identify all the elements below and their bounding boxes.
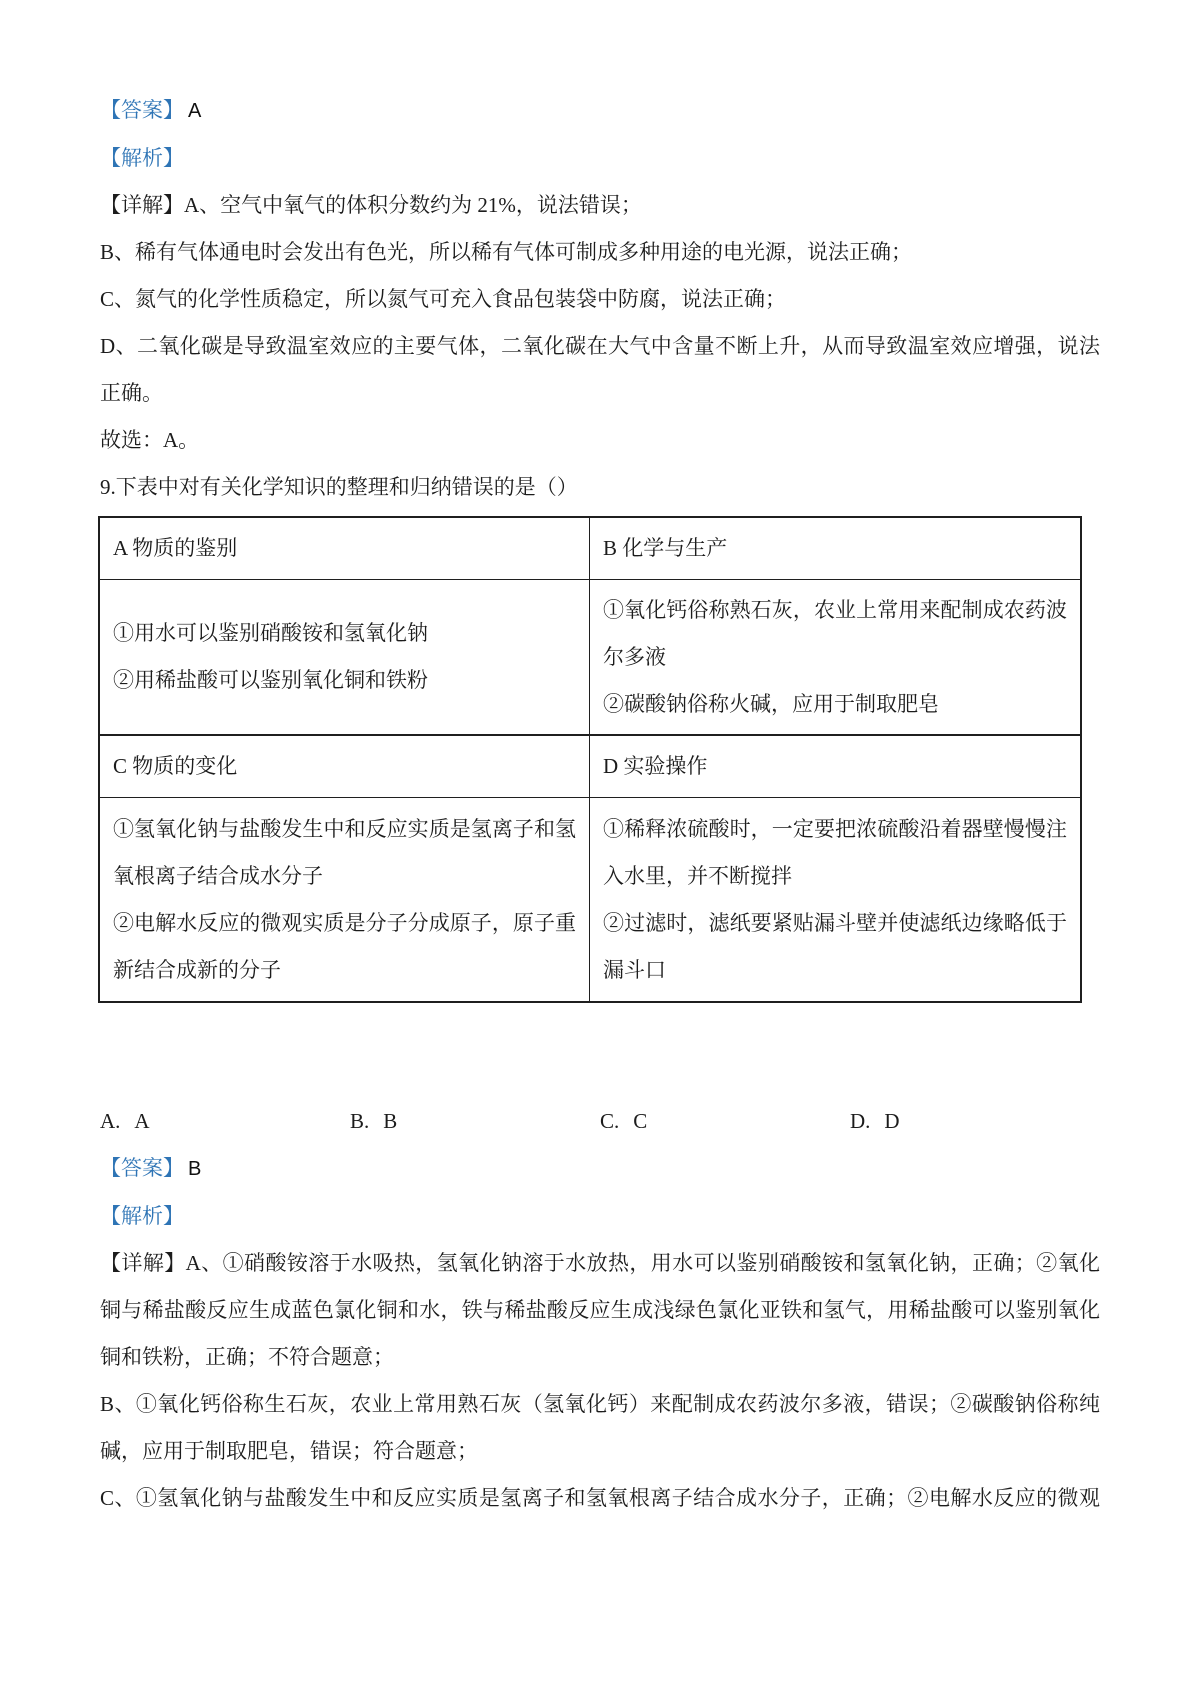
q9-options-row — [100, 1098, 1100, 1145]
q8-answer-label: 【答案】 — [100, 98, 184, 122]
table-item: ②用稀盐酸可以鉴别氧化铜和铁粉 — [113, 668, 428, 692]
q9-answer-line — [100, 1145, 1100, 1193]
table-body-b — [590, 580, 1080, 736]
table-body-c — [100, 798, 590, 1001]
q9-knowledge-table — [98, 516, 1082, 1003]
q9-answer-label: 【答案】 — [100, 1156, 184, 1180]
q9-analysis-line — [100, 1193, 1100, 1240]
q8-analysis-line — [100, 135, 1100, 182]
table-item: ②过滤时，滤纸要紧贴漏斗壁并使滤纸边缘略低于漏斗口 — [603, 910, 1067, 982]
q8-answer-line — [100, 87, 1100, 135]
option-c — [600, 1098, 850, 1145]
q9-answer-value: B — [188, 1158, 202, 1180]
table-item: ①稀释浓硫酸时，一定要把浓硫酸沿着器壁慢慢注入水里，并不断搅拌 — [603, 816, 1067, 888]
option-b — [350, 1098, 600, 1145]
q9-detail-paragraph-truncated: C、①氢氧化钠与盐酸发生中和反应实质是氢离子和氢氧根离子结合成水分子，正确；②电解水反应的微观 — [100, 1486, 1100, 1510]
option-a — [100, 1098, 350, 1145]
table-header-b: B 化学与生产 — [590, 518, 1080, 580]
option-d-value: D — [884, 1109, 900, 1133]
q8-detail-paragraph: 【详解】A、空气中氧气的体积分数约为 21%，说法错误； — [100, 193, 642, 217]
table-item: ①氢氧化钠与盐酸发生中和反应实质是氢离子和氢氧根离子结合成水分子 — [113, 816, 576, 888]
option-a-label: A. — [100, 1109, 121, 1133]
q8-analysis-label: 【解析】 — [100, 146, 184, 170]
option-b-label: B. — [350, 1109, 370, 1133]
table-header-c: C 物质的变化 — [100, 736, 590, 798]
option-b-value: B — [383, 1109, 398, 1133]
q9-detail-paragraph: B、①氧化钙俗称生石灰，农业上常用熟石灰（氢氧化钙）来配制成农药波尔多液，错误；②碳酸钠俗称纯碱，应用于制取肥皂，错误；符合题意； — [100, 1392, 1100, 1463]
q9-stem: 9.下表中对有关化学知识的整理和归纳错误的是（） — [100, 475, 578, 499]
option-d — [850, 1098, 1100, 1145]
q8-conclusion: 故选：A。 — [100, 428, 200, 452]
table-item: ②碳酸钠俗称火碱，应用于制取肥皂 — [603, 691, 939, 716]
q9-analysis-label: 【解析】 — [100, 1204, 184, 1228]
q8-detail-paragraph: C、氮气的化学性质稳定，所以氮气可充入食品包装袋中防腐，说法正确； — [100, 287, 787, 311]
option-c-value: C — [633, 1109, 648, 1133]
q8-detail-paragraph: D、二氧化碳是导致温室效应的主要气体，二氧化碳在大气中含量不断上升，从而导致温室效应增强，说法正确。 — [100, 334, 1100, 405]
table-item: ②电解水反应的微观实质是分子分成原子，原子重新结合成新的分子 — [113, 910, 576, 982]
table-header-d: D 实验操作 — [590, 736, 1080, 798]
table-body-a — [100, 580, 590, 736]
q8-answer-value: A — [188, 100, 202, 122]
table-body-d — [590, 798, 1080, 1001]
option-c-label: C. — [600, 1109, 620, 1133]
table-item: ①用水可以鉴别硝酸铵和氢氧化钠 — [113, 621, 428, 645]
q9-detail-paragraph: 【详解】A、①硝酸铵溶于水吸热，氢氧化钠溶于水放热，用水可以鉴别硝酸铵和氢氧化钠，正确；②氧化铜与稀盐酸反应生成蓝色氯化铜和水，铁与稀盐酸反应生成浅绿色氯化亚铁和氢气，用稀盐酸可以鉴别氧化铜和铁粉，正确；不符合题意； — [100, 1251, 1100, 1369]
option-a-value: A — [134, 1109, 150, 1133]
document-content — [100, 87, 1100, 1522]
table-header-a: A 物质的鉴别 — [100, 518, 590, 580]
table-item: ①氧化钙俗称熟石灰，农业上常用来配制成农药波尔多液 — [603, 597, 1067, 669]
option-d-label: D. — [850, 1109, 871, 1133]
q8-detail-paragraph: B、稀有气体通电时会发出有色光，所以稀有气体可制成多种用途的电光源，说法正确； — [100, 240, 913, 264]
